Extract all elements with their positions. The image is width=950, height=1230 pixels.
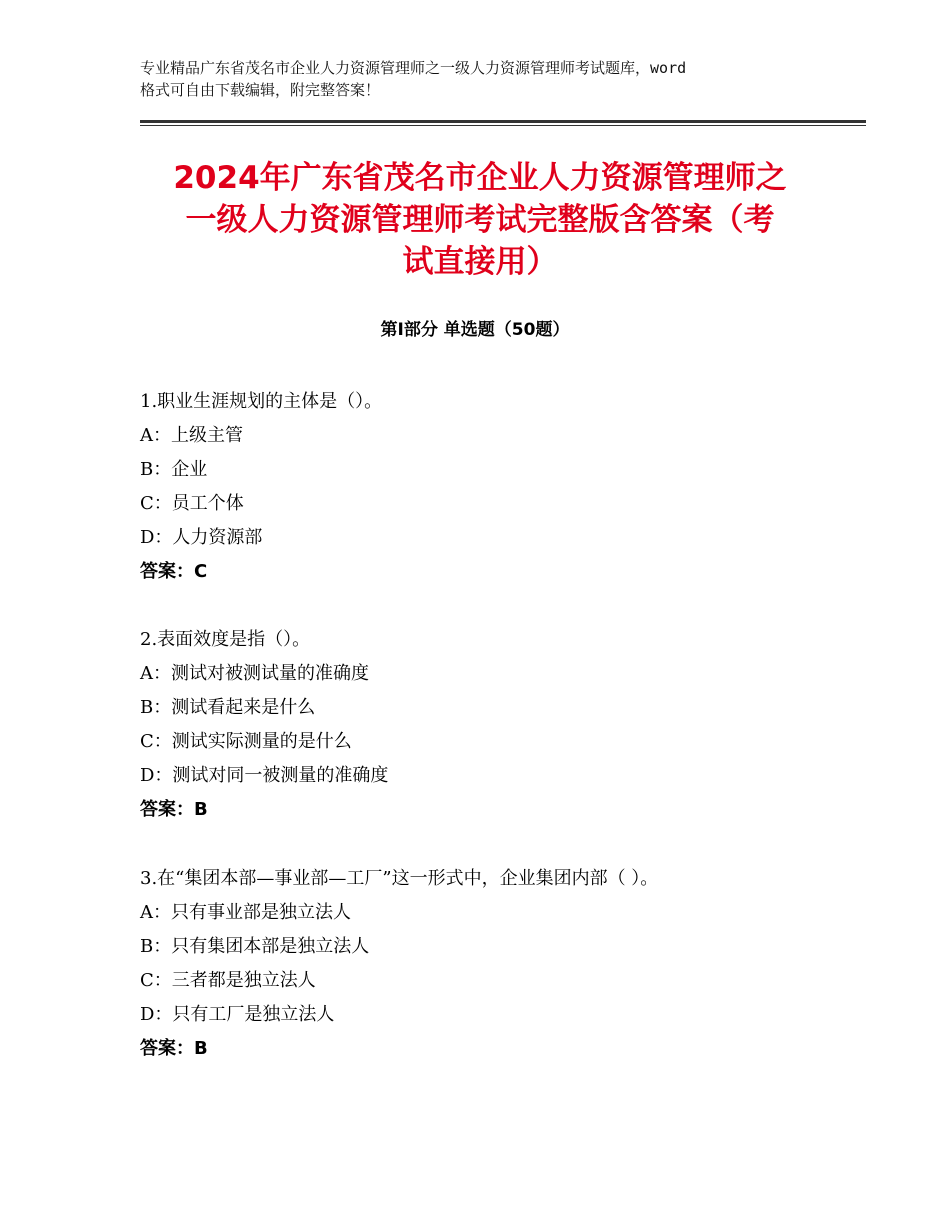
answer-line: 答案：B — [140, 799, 208, 820]
option-b: B：只有集团本部是独立法人 — [140, 936, 370, 957]
option-d: D：只有工厂是独立法人 — [140, 1004, 335, 1025]
option-c: C：三者都是独立法人 — [140, 970, 316, 991]
title-line: 一级人力资源管理师考试完整版含答案（考 — [185, 202, 775, 238]
header-note-line: 格式可自由下载编辑，附完整答案！ — [140, 81, 381, 99]
question-stem: 2.表面效度是指（）。 — [140, 629, 311, 650]
section-title: 第Ⅰ部分 单选题（50题） — [380, 320, 570, 340]
option-b: B：企业 — [140, 459, 208, 480]
question-stem: 3.在“集团本部—事业部—工厂”这一形式中，企业集团内部（ ）。 — [140, 868, 659, 889]
title-line: 试直接用） — [402, 244, 558, 280]
header-divider — [140, 120, 866, 123]
document-title — [140, 157, 820, 283]
option-c: C：测试实际测量的是什么 — [140, 731, 352, 752]
header-note — [140, 57, 830, 101]
option-a: A：测试对被测试量的准确度 — [140, 663, 369, 684]
option-c: C：员工个体 — [140, 493, 244, 514]
question-item — [140, 862, 840, 1066]
header-divider — [140, 125, 866, 126]
option-d: D：人力资源部 — [140, 527, 263, 548]
header-note-line: 专业精品广东省茂名市企业人力资源管理师之一级人力资源管理师考试题库，word — [140, 59, 687, 77]
question-stem: 1.职业生涯规划的主体是（）。 — [140, 391, 383, 412]
option-a: A：上级主管 — [140, 425, 243, 446]
answer-line: 答案：B — [140, 1038, 208, 1059]
option-b: B：测试看起来是什么 — [140, 697, 316, 718]
option-d: D：测试对同一被测量的准确度 — [140, 765, 389, 786]
answer-line: 答案：C — [140, 561, 208, 582]
question-item — [140, 623, 840, 827]
question-item — [140, 385, 840, 589]
title-line: 2024年广东省茂名市企业人力资源管理师之 — [173, 160, 787, 196]
option-a: A：只有事业部是独立法人 — [140, 902, 351, 923]
